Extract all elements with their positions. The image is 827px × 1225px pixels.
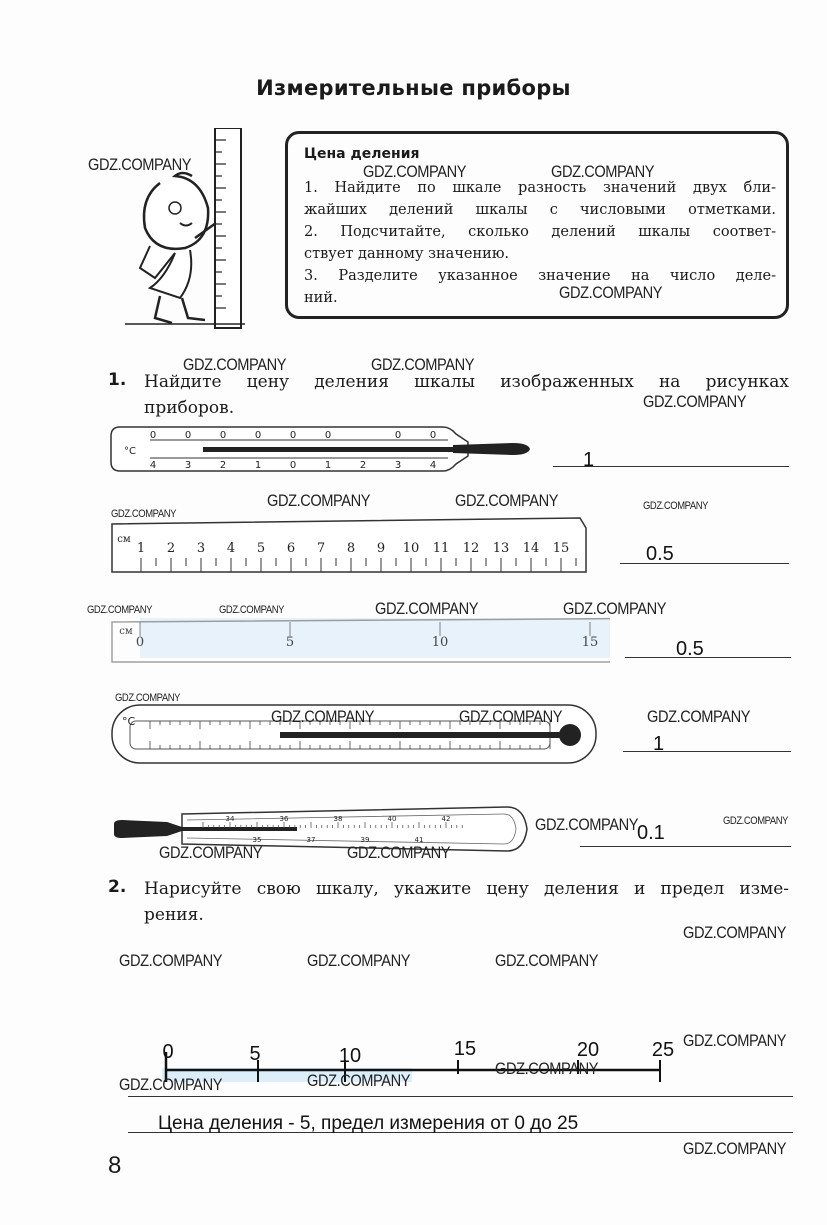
thermo1-top-label: 0 [149,430,157,441]
answer-1: 1 [583,449,595,471]
ruler1-label: 2 [166,541,176,556]
answer-line-4 [623,751,791,752]
task2-answer-line-1 [128,1096,793,1097]
thermo1-top-label: 0 [429,430,437,441]
watermark: GDZ.COMPANY [455,491,559,510]
watermark: GDZ.COMPANY [683,1139,787,1158]
ruler2-label: 15 [581,635,599,650]
ruler1-label: 6 [286,541,296,556]
watermark: GDZ.COMPANY [159,843,263,862]
task1-number: 1. [108,370,127,390]
thermo1-bottom-label: 1 [254,460,262,471]
ruler1-label: 5 [256,541,266,556]
answer-2: 0.5 [646,543,674,565]
task2-text-line2: рения. [144,905,204,925]
ruler1-label: 10 [402,541,420,556]
watermark: GDZ.COMPANY [219,604,284,616]
thermo1-bottom-label: 2 [219,460,227,471]
ruler1-label: 3 [196,541,206,556]
thermo1-bottom-label: 1 [324,460,332,471]
rule-line-2: жайших делений шкалы с числовыми отметками. [304,202,776,218]
watermark: GDZ.COMPANY [119,1075,223,1094]
thermo3-bottom-label: 35 [252,836,262,844]
scale-label: 20 [576,1039,600,1061]
thermo3-bottom-label: 41 [414,836,424,844]
thermo1-bottom-label: 3 [184,460,192,471]
watermark: GDZ.COMPANY [88,155,192,174]
thermo1-bottom-label: 3 [394,460,402,471]
rule-line-1: 1. Найдите по шкале разность значений двух бли- [304,180,776,196]
watermark: GDZ.COMPANY [647,707,751,726]
watermark: GDZ.COMPANY [371,355,475,374]
page-title: Измерительные приборы [256,76,571,100]
task1-text-line2: приборов. [144,398,235,418]
watermark: GDZ.COMPANY [643,500,708,512]
scale-label: 5 [249,1043,261,1065]
ruler1-label: 11 [432,541,450,556]
watermark: GDZ.COMPANY [307,951,411,970]
watermark: GDZ.COMPANY [495,951,599,970]
watermark: GDZ.COMPANY [559,283,663,302]
thermo3-top-label: 38 [333,815,343,823]
watermark: GDZ.COMPANY [111,508,176,520]
thermo2-unit: °C [122,715,136,728]
thermo1-top-label: 0 [184,430,192,441]
watermark: GDZ.COMPANY [271,707,375,726]
scale-label: 25 [651,1039,675,1061]
watermark: GDZ.COMPANY [683,923,787,942]
ruler1-label: 15 [552,541,570,556]
ruler-2 [110,614,610,666]
ruler2-label: 10 [431,635,449,650]
thermo3-top-label: 36 [279,815,289,823]
ruler1-label: 13 [492,541,510,556]
watermark: GDZ.COMPANY [459,707,563,726]
watermark: GDZ.COMPANY [495,1059,599,1078]
thermo3-top-label: 34 [225,815,235,823]
watermark: GDZ.COMPANY [115,692,180,704]
thermo3-top-label: 42 [441,815,451,823]
watermark: GDZ.COMPANY [723,815,788,827]
rule-line-5: 3. Разделите указанное значение на число деле- [304,268,776,284]
thermo1-top-label: 0 [394,430,402,441]
watermark: GDZ.COMPANY [363,162,467,181]
thermo3-bottom-label: 37 [306,836,316,844]
scale-label: 10 [338,1045,362,1067]
task1-text-line1: Найдите цену деления шкалы изображенных на рисунках [144,372,789,392]
task2-text-line1: Нарисуйте свою шкалу, укажите цену деления и предел изме- [144,879,789,899]
thermo1-top-label: 0 [254,430,262,441]
thermo1-top-label: 0 [324,430,332,441]
watermark: GDZ.COMPANY [535,815,639,834]
ruler1-label: 8 [346,541,356,556]
watermark: GDZ.COMPANY [563,599,667,618]
watermark: GDZ.COMPANY [375,599,479,618]
ruler2-label: 0 [135,635,145,650]
rule-line-6: ний. [304,290,338,306]
page-number: 8 [108,1152,122,1179]
rule-line-3: 2. Подсчитайте, сколько делений шкалы соответ- [304,224,776,240]
watermark: GDZ.COMPANY [551,162,655,181]
ruler-1 [110,516,588,574]
ruler2-label: 5 [285,635,295,650]
thermo1-top-label: 0 [289,430,297,441]
thermo1-bottom-label: 4 [149,460,157,471]
watermark: GDZ.COMPANY [119,951,223,970]
thermo3-bottom-label: 39 [360,836,370,844]
thermo1-bottom-label: 0 [289,460,297,471]
task2-answer: Цена деления - 5, предел измерения от 0 до 25 [158,1113,579,1134]
ruler1-label: 7 [316,541,326,556]
watermark: GDZ.COMPANY [347,843,451,862]
answer-line-3 [625,657,791,658]
watermark: GDZ.COMPANY [183,355,287,374]
answer-4: 1 [653,733,665,755]
scale-label: 15 [453,1038,477,1060]
ruler1-label: 9 [376,541,386,556]
watermark: GDZ.COMPANY [307,1071,411,1090]
thermo3-top-label: 40 [387,815,397,823]
watermark: GDZ.COMPANY [643,392,747,411]
rule-line-4: ствует данному значению. [304,246,510,262]
watermark: GDZ.COMPANY [683,1031,787,1050]
answer-5: 0.1 [637,822,665,844]
watermark: GDZ.COMPANY [267,491,371,510]
thermo1-top-label: 0 [219,430,227,441]
ruler1-label: 14 [522,541,540,556]
scale-label: 0 [162,1041,174,1063]
answer-line-5 [580,846,791,847]
watermark: GDZ.COMPANY [87,604,152,616]
thermo1-unit: °C [124,446,136,457]
ruler1-label: 4 [226,541,236,556]
ruler1-label: 12 [462,541,480,556]
thermo1-bottom-label: 4 [429,460,437,471]
answer-3: 0.5 [676,638,704,660]
ruler2-unit: см [119,626,133,637]
thermometer-1 [108,424,533,474]
rule-heading: Цена деления [304,146,420,162]
ruler1-unit: см [117,534,131,545]
task2-number: 2. [108,877,127,897]
ruler1-label: 1 [136,541,146,556]
thermo1-bottom-label: 2 [359,460,367,471]
